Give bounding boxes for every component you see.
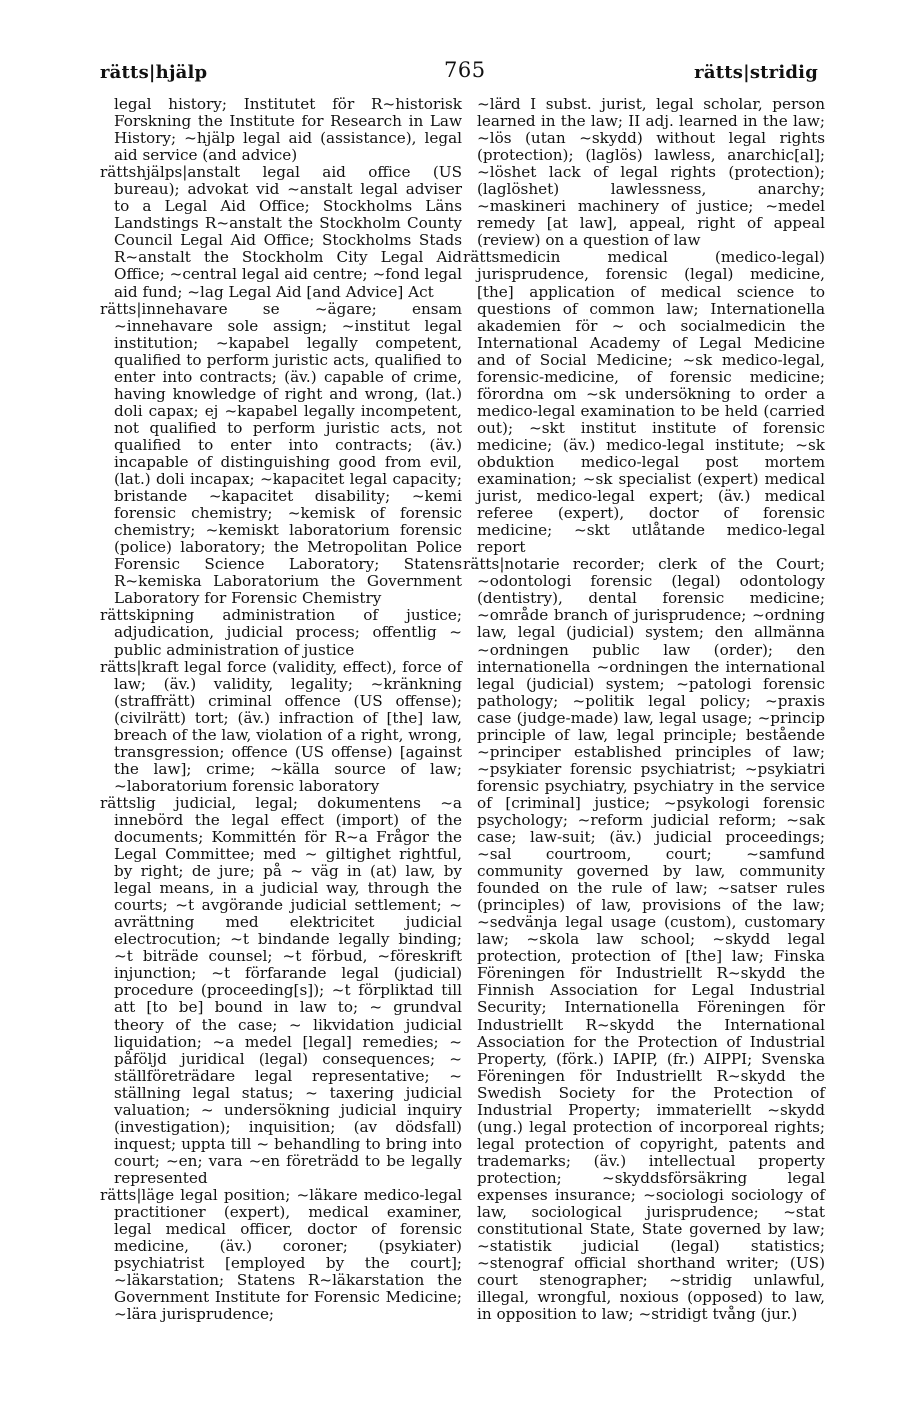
entry-rattsnotarie: rätts|notarie recorder; clerk of the Court; ~odontologi forensic (legal) odontology (dentistry), dental forensic medicine; ~område branch of jurisprudence; ~ordning law, legal (judicial) system; den allmänna ~ordningen public law (order); den internationella ~ordningen the international legal (judicial) system; ~patologi forensic pathology; ~politik legal policy; ~praxis case (judge-made) law, legal usage; ~princip principle of law, legal principle; bestående ~principer established principles of law; ~psykiater forensic psychiatrist; ~psykiatri forensic psychiatry, psychiatry in the service of [criminal] justice; ~psykologi forensic psychology; ~reform judicial reform; ~sak case; law-suit; (äv.) judicial proceedings; ~sal courtroom, court; ~samfund community governed by law, community founded on the rule of law; ~satser rules (principles) of law, provisions of the law; ~sedvänja legal usage (custom), customary law; ~skola law school; ~skydd legal protection, protection of [the] law; Finska Föreningen för Industriellt R~skydd the Finnish Association for Legal Industrial Security; Internationella Föreningen för Industriellt R~skydd the International Association for the Protection of Industrial Property, (förk.) IAPIP, (fr.) AIPPI; Svenska Föreningen för Industriellt R~skydd the Swedish Society for the Protection of Industrial Property; immateriellt ~skydd (ung.) legal protection of incorporeal rights; legal protection of copyright, patents and trademarks; (äv.) intellectual property protection; ~skyddsförsäkring legal expenses insurance; ~sociologi sociology of law, sociological jurisprudence; ~stat constitutional State, State governed by law; ~statistik judicial (legal) statistics; ~stenograf official shorthand writer; (US) court stenographer; ~stridig unlawful, illegal, wrongful, noxious (opposed) to law, in opposition to law; ~stridigt tvång (jur.) bbox=[463, 555, 825, 1324]
left-guide-word: rätts|hjälp bbox=[100, 62, 208, 83]
entry-continuation: legal history; Institutet för R~historisk Forskning the Institute for Research in Law History; ~hjälp legal aid (assistance), legal aid service (and advice) bbox=[114, 95, 462, 165]
entry-rattsinnehavare: rätts|innehavare se ~ägare; ensam ~innehavare sole assign; ~institut legal institution; ~kapabel legally competent, qualified to perform juristic acts, qualified to enter into contracts; (äv.) capable of crime, having knowledge of right and wrong, (lat.) doli capax; ej ~kapabel legally incompetent, not qualified to perform juristic acts, not qualified to enter into contracts; (äv.) incapable of distinguishing good from evil, (lat.) doli incapax; ~kapacitet legal capacity; bristande ~kapacitet disability; ~kemi forensic chemistry; ~kemisk of forensic chemistry; ~kemiskt laboratorium forensic (police) laboratory; the Metropolitan Police Forensic Science Laboratory; Statens R~kemiska Laboratorium the Government Laboratory for Forensic Chemistry bbox=[100, 299, 462, 608]
entry-rattskraft: rätts|kraft legal force (validity, effect), force of law; (äv.) validity, legality; ~kränkning (straffrätt) criminal offence (US offense); (civilrätt) tort; (äv.) infraction of [the] law, breach of the law, violation of a right, wrong, transgression; offence (US offense) [against the law]; crime; ~källa source of law; ~laboratorium forensic laboratory bbox=[100, 657, 462, 795]
right-guide-word: rätts|stridig bbox=[694, 62, 818, 83]
entry-continuation-right: ~lärd I subst. jurist, legal scholar, person learned in the law; II adj. learned in the law; ~lös (utan ~skydd) without legal rights (protection); (laglös) lawless, anarchic[al]; ~löshet lack of legal rights (protection); (laglöshet) lawlessness, anarchy; ~maskineri machinery of justice; ~medel remedy [at law], appeal, right of appeal (review) on a question of law bbox=[477, 95, 825, 250]
right-column bbox=[463, 96, 825, 1323]
entry-rattslig: rättslig judicial, legal; dokumentens ~a innebörd the legal effect (import) of the documents; Kommittén för R~a Frågor the Legal Committee; med ~ giltighet rightful, by right; de jure; på ~ väg in (at) law, by legal means, in a judicial way, through the courts; ~t avgörande judicial settlement; ~ avrättning med elektricitet judicial electrocution; ~t bindande legally binding; ~t biträde counsel; ~t förbud, ~föreskrift injunction; ~t förfarande legal (judicial) procedure (proceeding[s]); ~t förpliktad till att [to be] bound in law to; ~ grundval theory of the case; ~ likvidation judicial liquidation; ~a medel [legal] remedies; ~ påföljd juridical (legal) consequences; ~ ställföreträdare legal representative; ~ ställning legal status; ~ taxering judicial valuation; ~ undersökning judicial inquiry (investigation); inquisition; (av dödsfall) inquest; uppta till ~ behandling to bring into court; ~en; vara ~en företrädd to be legally represented bbox=[100, 793, 462, 1187]
left-column bbox=[100, 96, 462, 1323]
entry-rattskipning: rättskipning administration of justice; adjudication, judicial process; offentlig ~ public administration of justice bbox=[100, 606, 462, 659]
entry-rattslage: rätts|läge legal position; ~läkare medico-legal practitioner (expert), medical examiner, legal medical officer, doctor of forensic medicine, (äv.) coroner; (psykiater) psychiatrist [employed by the court]; ~läkarstation; Statens R~läkarstation the Government Institute for Forensic Medicine; ~lära jurisprudence; bbox=[100, 1186, 462, 1324]
entry-rattsmedicin: rättsmedicin medical (medico-legal) jurisprudence, forensic (legal) medicine, [the] application of medical science to questions of common law; Internationella akademien för ~ och socialmedicin the International Academy of Legal Medicine and of Social Medicine; ~sk medico-legal, forensic-medicine, of forensic medicine; förordna om ~sk undersökning to order a medico-legal examination to be held (carried out); ~skt institut institute of forensic medicine; (äv.) medico-legal institute; ~sk obduktion medico-legal post mortem examination; ~sk specialist (expert) medical jurist, medico-legal expert; (äv.) medical referee (expert), doctor of forensic medicine; ~skt utlåtande medico-legal report bbox=[463, 248, 825, 557]
entry-rattshjalpsanstalt: rättshjälps|anstalt legal aid office (US bureau); advokat vid ~anstalt legal adviser to a Legal Aid Office; Stockholms Läns Landstings R~anstalt the Stockholm County Council Legal Aid Office; Stockholms Stads R~anstalt the Stockholm City Legal Aid Office; ~central legal aid centre; ~fond legal aid fund; ~lag Legal Aid [and Advice] Act bbox=[100, 163, 462, 301]
page-number: 765 bbox=[444, 58, 486, 82]
